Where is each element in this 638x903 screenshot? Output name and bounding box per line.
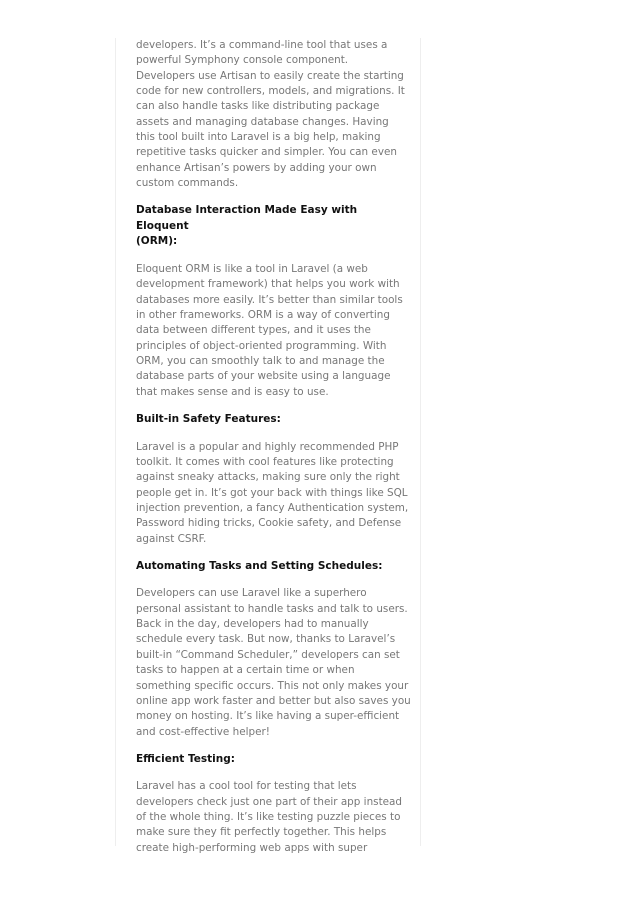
section-heading-testing: Efficient Testing: [136, 752, 235, 765]
section-body-scheduling: Developers can use Laravel like a superhero personal assistant to handle tasks and talk to users. Back in the day, developers had to manually schedule every task. But now, thanks to Laravel’s built-in “Command Scheduler,” developers can set tasks to happen at a certain time or when something specific occurs. This not only makes your online app work faster and better but also saves you money on hosting. It’s like having a super-efficient and cost-effective helper! [136, 587, 411, 738]
article-body [136, 38, 412, 856]
section-body-safety: Laravel is a popular and highly recommended PHP toolkit. It comes with cool features like protecting against sneaky attacks, making sure only the right people get in. It’s got your back with things like SQL injection prevention, a fancy Authentication system, Password hiding tricks, Cookie safety, and Defense against CSRF. [136, 440, 409, 545]
intro-paragraph: developers. It’s a command-line tool that uses a powerful Symphony console component. Developers use Artisan to easily create the starting code for new controllers, models, and migrations. It can also handle tasks like distributing package assets and managing database changes. Having this tool built into Laravel is a big help, making repetitive tasks quicker and simpler. You can even enhance Artisan’s powers by adding your own custom commands. [136, 39, 405, 190]
section-heading-safety: Built-in Safety Features: [136, 413, 281, 426]
section-body-eloquent: Eloquent ORM is like a tool in Laravel (a web development framework) that helps you work with databases more easily. It’s better than similar tools in other frameworks. ORM is a way of converting data between different types, and it uses the principles of object-oriented programming. With ORM, you can smoothly talk to and manage the database parts of your website using a language that makes sense and is easy to use. [136, 262, 403, 398]
article-column [115, 38, 421, 854]
section-heading-eloquent: Database Interaction Made Easy with Eloquent (ORM): [136, 204, 358, 248]
section-heading-scheduling: Automating Tasks and Setting Schedules: [136, 559, 383, 572]
section-body-testing: Laravel has a cool tool for testing that lets developers check just one part of their app instead of the whole thing. It’s like testing puzzle pieces to make sure they fit perfectly together. This helps create high-performing web apps with super [136, 780, 402, 854]
